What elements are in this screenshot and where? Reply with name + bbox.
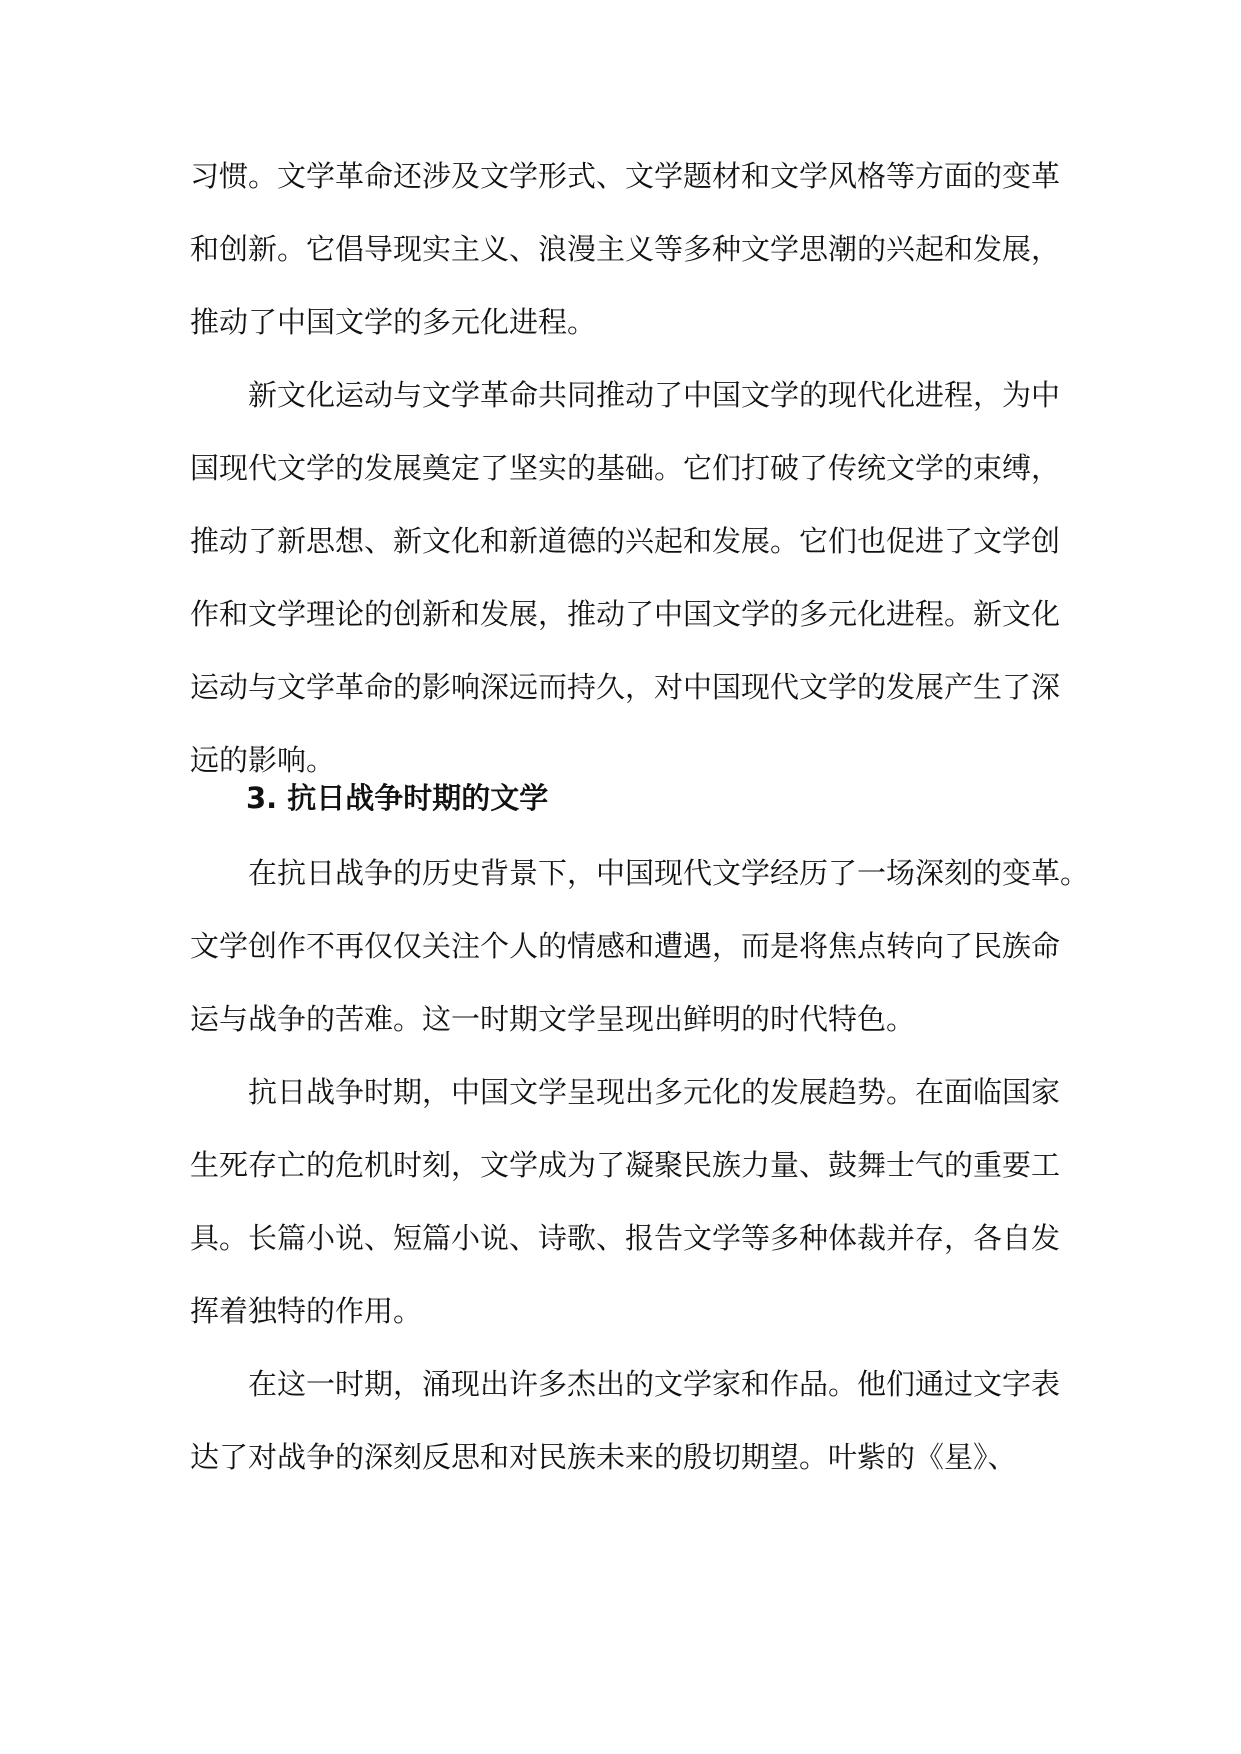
paragraph-4 (190, 1056, 1060, 1348)
paragraph-line: 抗日战争时期，中国文学呈现出多元化的发展趋势。在面临国家 (248, 1075, 1061, 1109)
paragraph-line: 运与战争的苦难。这一时期文学呈现出鲜明的时代特色。 (190, 1002, 916, 1036)
paragraph-line: 和创新。它倡导现实主义、浪漫主义等多种文学思潮的兴起和发展， (190, 232, 1061, 266)
paragraph-line: 生死存亡的危机时刻，文学成为了凝聚民族力量、鼓舞士气的重要工 (190, 1148, 1061, 1182)
paragraph-line: 推动了中国文学的多元化进程。 (190, 305, 597, 339)
paragraph-2 (190, 359, 1060, 797)
paragraph-line: 远的影响。 (190, 743, 336, 777)
paragraph-line: 文学创作不再仅仅关注个人的情感和遭遇，而是将焦点转向了民族命 (190, 929, 1061, 963)
paragraph-5 (190, 1348, 1060, 1494)
paragraph-3 (190, 837, 1089, 1056)
paragraph-line: 在这一时期，涌现出许多杰出的文学家和作品。他们通过文字表 (248, 1367, 1061, 1401)
section-heading: 3. 抗日战争时期的文学 (246, 781, 549, 815)
paragraph-line: 挥着独特的作用。 (190, 1294, 423, 1328)
paragraph-line: 运动与文学革命的影响深远而持久，对中国现代文学的发展产生了深 (190, 670, 1061, 704)
paragraph-line: 在抗日战争的历史背景下，中国现代文学经历了一场深刻的变革。 (248, 856, 1090, 890)
paragraph-line: 作和文学理论的创新和发展，推动了中国文学的多元化进程。新文化 (190, 597, 1061, 631)
paragraph-line: 新文化运动与文学革命共同推动了中国文学的现代化进程，为中 (248, 378, 1061, 412)
paragraph-line: 达了对战争的深刻反思和对民族未来的殷切期望。叶紫的《星》、 (190, 1440, 1017, 1474)
paragraph-line: 习惯。文学革命还涉及文学形式、文学题材和文学风格等方面的变革 (190, 159, 1061, 193)
paragraph-line: 国现代文学的发展奠定了坚实的基础。它们打破了传统文学的束缚， (190, 451, 1061, 485)
paragraph-line: 推动了新思想、新文化和新道德的兴起和发展。它们也促进了文学创 (190, 524, 1061, 558)
paragraph-1 (190, 140, 1060, 359)
paragraph-line: 具。长篇小说、短篇小说、诗歌、报告文学等多种体裁并存，各自发 (190, 1221, 1061, 1255)
